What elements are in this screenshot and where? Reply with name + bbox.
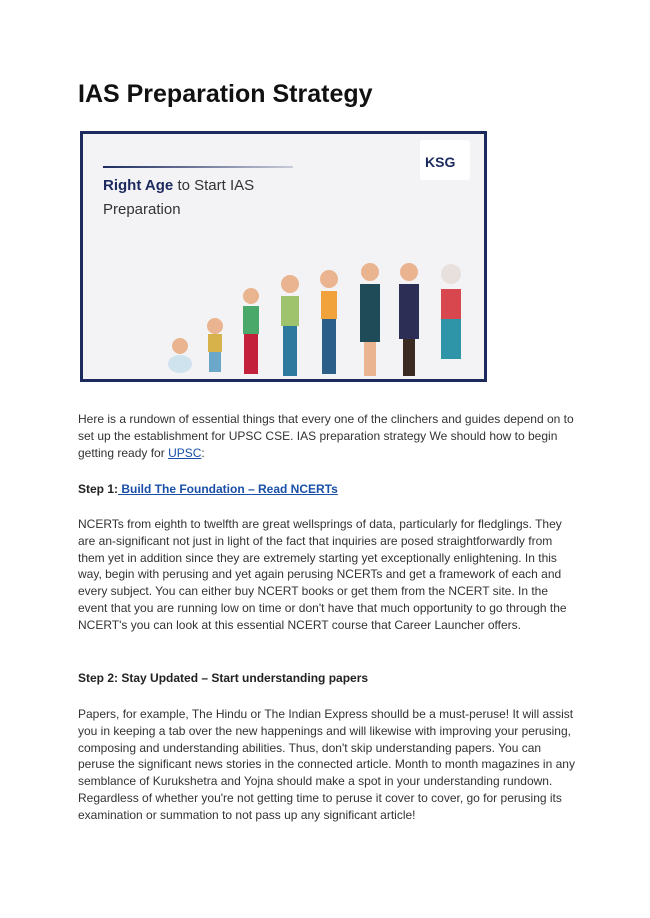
step2-paragraph: Papers, for example, The Hindu or The Indian Express shoulld be a must-peruse! It will assist you in keeping a tab over the new happenings and will likewise with improving your perusing, composing and understanding abilities. Thus, don't skip understanding papers. You can peruse the significant news stories in the connected article. Month to month magazines in any semblance of Kurukshetra and Yojna should make a spot in your understanding rundown. Regardless of whether you're not getting time to peruse it cover to cover, go for perusing its examination or summation to not pass up any significant article! [78, 707, 575, 822]
hero-heading-rest: to Start IAS [173, 177, 255, 194]
figure-child [207, 318, 223, 372]
step1-link[interactable]: Build The Foundation – Read NCERTs [118, 482, 338, 496]
page-title: IAS Preparation Strategy [78, 80, 373, 108]
figure-teen-2 [281, 275, 299, 376]
step2-heading: Step 2: Stay Updated – Start understanding papers [78, 671, 369, 685]
step1-paragraph: NCERTs from eighth to twelfth are great wellsprings of data, particularly for fledglings. They are an-significant not just in light of the fact that inquiries are posed straightforwardly from them yet in addition since they are extremely starting yet exceptionally enlightening. In this way, begin with perusing and yet again perusing NCERTs and get a framework of each and every subject. You can either buy NCERT books or get them from the NCERT site. In the event that you are running low on time or don't have that much opportunity to go through the NCERT's you can look at this essential NCERT course that Career Launcher offers. [78, 517, 567, 632]
intro-paragraph [78, 411, 578, 461]
logo-text: KSG [425, 154, 456, 170]
figure-baby [168, 338, 192, 373]
step1-heading [78, 482, 338, 496]
hero-heading-bold: Right Age [103, 177, 174, 194]
figure-teen-1 [243, 288, 259, 374]
intro-text: Here is a rundown of essential things that every one of the clinchers and guides depend on to set up the establishment for UPSC CSE. IAS preparation strategy We should how to begin getting ready for [78, 412, 574, 460]
hero-image [80, 131, 487, 382]
figure-young-woman [320, 270, 338, 374]
figure-woman-1 [360, 263, 380, 376]
intro-suffix: : [201, 445, 205, 460]
age-figures-illustration [83, 134, 484, 379]
figure-woman-2 [399, 263, 419, 376]
step1-prefix: Step 1: [78, 482, 119, 496]
hero-heading-line2: Preparation [103, 201, 181, 218]
figure-elderly-woman [441, 264, 461, 359]
upsc-link[interactable]: UPSC [168, 445, 202, 460]
